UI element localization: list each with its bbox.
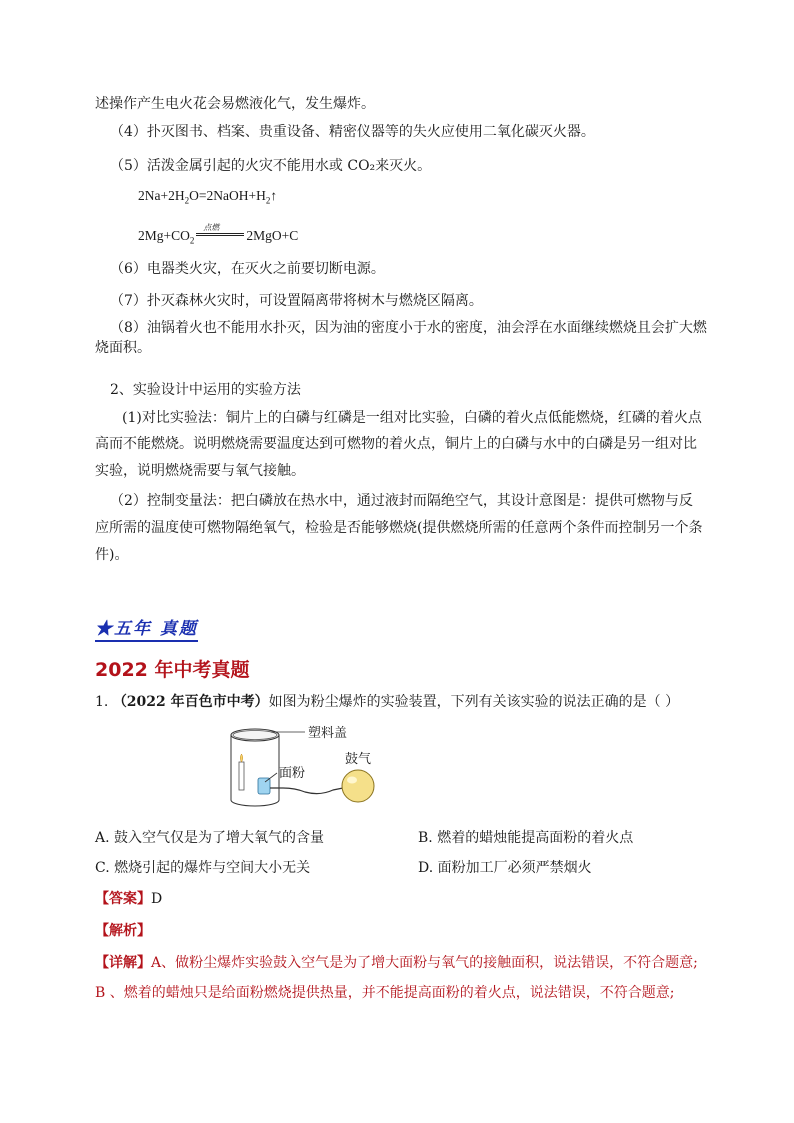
option-a: A. 鼓入空气仅是为了增大氧气的含量 [95, 830, 325, 846]
dust-explosion-apparatus-figure [225, 722, 385, 814]
option-c: C. 燃烧引起的爆炸与空间大小无关 [95, 860, 311, 876]
detail-line-a [95, 953, 698, 973]
analysis-label: 【解析】 [95, 923, 151, 939]
text-line: 述操作产生电火花会易燃液化气，发生爆炸。 [95, 96, 375, 112]
methods-heading: 2、实验设计中运用的实验方法 [110, 382, 301, 398]
question-source: （2022 年百色市中考） [112, 694, 269, 710]
note-item-6: （6）电器类火灾，在灭火之前要切断电源。 [110, 261, 385, 277]
note-item-8: （8）油锅着火也不能用水扑灭，因为油的密度小于水的密度，油会浮在水面继续燃烧且会扩大燃 [110, 320, 707, 336]
note-item-4: （4）扑灭图书、档案、贵重设备、精密仪器等的失火应使用二氧化碳灭火器。 [110, 124, 595, 140]
option-d: D. 面粉加工厂必须严禁烟火 [418, 860, 592, 876]
question-stem-line [95, 692, 679, 712]
method-2-line-c: 件)。 [95, 547, 129, 563]
answer-label: 【答案】 [95, 891, 151, 907]
answer-line [95, 889, 162, 909]
chemical-equation-sodium: $2Na+2H_2O=2NaOH+H_2↑$ [138, 188, 278, 206]
label-blow-air: 鼓气 [345, 752, 372, 767]
detail-line-b: B 、燃着的蜡烛只是给面粉燃烧提供热量，并不能提高面粉的着火点，说法错误，不符合题意; [95, 985, 675, 1001]
question-stem: 如图为粉尘爆炸的实验装置，下列有关该实验的说法正确的是（ ） [268, 694, 680, 710]
option-b: B. 燃着的蜡烛能提高面粉的着火点 [418, 830, 634, 846]
method-2-line-a: （2）控制变量法：把白磷放在热水中，通过液封而隔绝空气，其设计意图是：提供可燃物与反 [110, 493, 693, 509]
method-1-line-a: (1)对比实验法：铜片上的白磷与红磷是一组对比实验，白磷的着火点低能燃烧，红磷的着火点 [122, 410, 702, 426]
section-mark: ★五年 真题 [95, 614, 198, 642]
note-item-8-cont: 烧面积。 [95, 340, 151, 356]
note-item-5: （5）活泼金属引起的火灾不能用水或 CO₂来灭火。 [110, 158, 432, 174]
answer-value: D [151, 891, 163, 907]
detail-text-a: A、做粉尘爆炸实验鼓入空气是为了增大面粉与氧气的接触面积，说法错误，不符合题意; [151, 955, 698, 971]
question-number: 1. [95, 694, 109, 710]
reaction-condition: 点燃 [194, 222, 246, 240]
note-item-7: （7）扑灭森林火灾时，可设置隔离带将树木与燃烧区隔离。 [110, 293, 483, 309]
label-flour: 面粉 [279, 766, 306, 781]
method-1-line-b: 高而不能燃烧。说明燃烧需要温度达到可燃物的着火点，铜片上的白磷与水中的白磷是另一组对比 [95, 436, 697, 452]
chemical-equation-magnesium: $2Mg+CO_2$ 点燃 2MgO+C [138, 223, 299, 246]
label-plastic-lid: 塑料盖 [308, 726, 348, 741]
year-title: 2022 年中考真题 [95, 659, 250, 681]
detail-label: 【详解】 [95, 955, 151, 971]
method-1-line-c: 实验，说明燃烧需要与氧气接触。 [95, 463, 305, 479]
method-2-line-b: 应所需的温度使可燃物隔绝氧气，检验是否能够燃烧(提供燃烧所需的任意两个条件而控制另一个条 [95, 520, 703, 536]
